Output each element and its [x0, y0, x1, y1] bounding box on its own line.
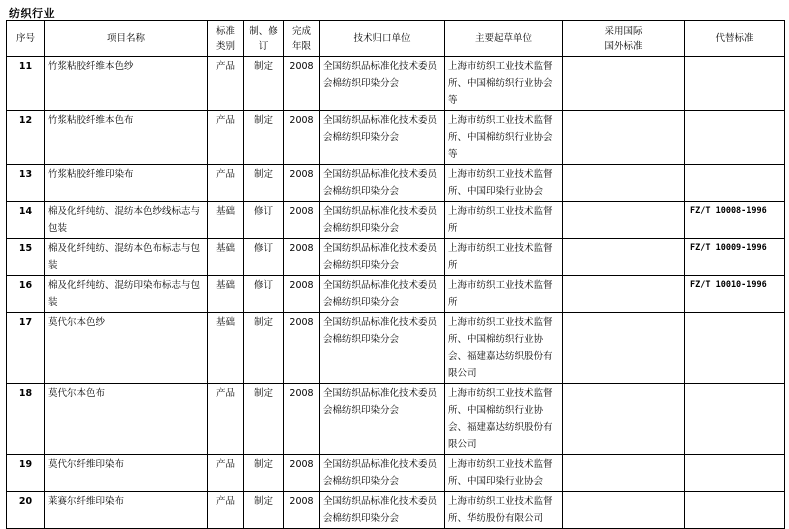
cell-replace: FZ/T 10008-1996	[685, 202, 785, 239]
cell-seq: 15	[7, 239, 45, 276]
cell-year: 2008	[284, 57, 320, 111]
cell-name: 棉及化纤纯纺、混纺本色布标志与包装	[45, 239, 208, 276]
cell-replace: FZ/T 10009-1996	[685, 239, 785, 276]
header-intl: 采用国际 国外标准	[563, 21, 685, 57]
cell-drafter: 上海市纺织工业技术监督所、中国印染行业协会	[445, 455, 563, 492]
table-row	[7, 384, 785, 455]
table-row	[7, 492, 785, 529]
cell-year: 2008	[284, 313, 320, 384]
cell-seq: 11	[7, 57, 45, 111]
cell-name: 棉及化纤纯纺、混纺印染布标志与包装	[45, 276, 208, 313]
cell-seq: 17	[7, 313, 45, 384]
cell-name: 竹浆粘胶纤维本色布	[45, 111, 208, 165]
cell-intl	[563, 57, 685, 111]
cell-type: 修订	[244, 202, 284, 239]
cell-name: 莫代尔纤维印染布	[45, 455, 208, 492]
cell-intl	[563, 313, 685, 384]
cell-replace	[685, 57, 785, 111]
cell-type: 制定	[244, 57, 284, 111]
cell-seq: 16	[7, 276, 45, 313]
cell-intl	[563, 384, 685, 455]
cell-committee: 全国纺织品标准化技术委员会棉纺织印染分会	[320, 276, 445, 313]
cell-committee: 全国纺织品标准化技术委员会棉纺织印染分会	[320, 313, 445, 384]
cell-name: 棉及化纤纯纺、混纺本色纱线标志与包装	[45, 202, 208, 239]
cell-category: 产品	[208, 492, 244, 529]
cell-drafter: 上海市纺织工业技术监督所、中国印染行业协会	[445, 165, 563, 202]
cell-year: 2008	[284, 239, 320, 276]
cell-category: 产品	[208, 455, 244, 492]
table-row	[7, 313, 785, 384]
table-header-row	[7, 21, 785, 57]
table-row	[7, 455, 785, 492]
cell-type: 制定	[244, 455, 284, 492]
cell-year: 2008	[284, 492, 320, 529]
cell-committee: 全国纺织品标准化技术委员会棉纺织印染分会	[320, 165, 445, 202]
cell-category: 产品	[208, 165, 244, 202]
cell-year: 2008	[284, 202, 320, 239]
table-row	[7, 57, 785, 111]
cell-committee: 全国纺织品标准化技术委员会棉纺织印染分会	[320, 455, 445, 492]
header-name: 项目名称	[45, 21, 208, 57]
table-body	[7, 57, 785, 529]
header-drafter: 主要起草单位	[445, 21, 563, 57]
standards-table	[6, 20, 785, 529]
cell-category: 基础	[208, 313, 244, 384]
cell-committee: 全国纺织品标准化技术委员会棉纺织印染分会	[320, 384, 445, 455]
cell-seq: 13	[7, 165, 45, 202]
cell-intl	[563, 202, 685, 239]
cell-category: 产品	[208, 57, 244, 111]
cell-category: 产品	[208, 384, 244, 455]
cell-replace	[685, 313, 785, 384]
cell-type: 修订	[244, 239, 284, 276]
header-year: 完成 年限	[284, 21, 320, 57]
cell-name: 莱赛尔纤维印染布	[45, 492, 208, 529]
table-row	[7, 202, 785, 239]
cell-drafter: 上海市纺织工业技术监督所、华纺股份有限公司	[445, 492, 563, 529]
cell-committee: 全国纺织品标准化技术委员会棉纺织印染分会	[320, 492, 445, 529]
cell-name: 莫代尔本色布	[45, 384, 208, 455]
cell-name: 莫代尔本色纱	[45, 313, 208, 384]
header-seq: 序号	[7, 21, 45, 57]
cell-drafter: 上海市纺织工业技术监督所	[445, 202, 563, 239]
cell-category: 产品	[208, 111, 244, 165]
cell-drafter: 上海市纺织工业技术监督所、中国棉纺织行业协会等	[445, 57, 563, 111]
cell-intl	[563, 455, 685, 492]
cell-drafter: 上海市纺织工业技术监督所、中国棉纺织行业协会、福建嘉达纺织股份有限公司	[445, 384, 563, 455]
cell-year: 2008	[284, 384, 320, 455]
cell-year: 2008	[284, 165, 320, 202]
cell-intl	[563, 165, 685, 202]
cell-category: 基础	[208, 202, 244, 239]
cell-type: 修订	[244, 276, 284, 313]
cell-committee: 全国纺织品标准化技术委员会棉纺织印染分会	[320, 111, 445, 165]
table-row	[7, 165, 785, 202]
cell-year: 2008	[284, 276, 320, 313]
cell-replace: FZ/T 10010-1996	[685, 276, 785, 313]
cell-seq: 14	[7, 202, 45, 239]
cell-intl	[563, 492, 685, 529]
cell-drafter: 上海市纺织工业技术监督所	[445, 239, 563, 276]
header-type: 制、修 订	[244, 21, 284, 57]
cell-drafter: 上海市纺织工业技术监督所、中国棉纺织行业协会、福建嘉达纺织股份有限公司	[445, 313, 563, 384]
cell-type: 制定	[244, 492, 284, 529]
cell-replace	[685, 455, 785, 492]
cell-drafter: 上海市纺织工业技术监督所	[445, 276, 563, 313]
header-committee: 技术归口单位	[320, 21, 445, 57]
cell-seq: 18	[7, 384, 45, 455]
cell-replace	[685, 384, 785, 455]
cell-year: 2008	[284, 455, 320, 492]
cell-intl	[563, 276, 685, 313]
table-row	[7, 239, 785, 276]
cell-name: 竹浆粘胶纤维本色纱	[45, 57, 208, 111]
header-category: 标准 类别	[208, 21, 244, 57]
cell-type: 制定	[244, 165, 284, 202]
cell-intl	[563, 239, 685, 276]
cell-committee: 全国纺织品标准化技术委员会棉纺织印染分会	[320, 57, 445, 111]
table-row	[7, 111, 785, 165]
cell-year: 2008	[284, 111, 320, 165]
cell-category: 基础	[208, 276, 244, 313]
cell-intl	[563, 111, 685, 165]
cell-name: 竹浆粘胶纤维印染布	[45, 165, 208, 202]
section-title: 纺织行业	[9, 7, 55, 20]
cell-committee: 全国纺织品标准化技术委员会棉纺织印染分会	[320, 239, 445, 276]
cell-replace	[685, 492, 785, 529]
table-row	[7, 276, 785, 313]
header-replace: 代替标准	[685, 21, 785, 57]
cell-replace	[685, 111, 785, 165]
cell-drafter: 上海市纺织工业技术监督所、中国棉纺织行业协会等	[445, 111, 563, 165]
cell-seq: 12	[7, 111, 45, 165]
cell-seq: 19	[7, 455, 45, 492]
cell-replace	[685, 165, 785, 202]
cell-type: 制定	[244, 313, 284, 384]
cell-seq: 20	[7, 492, 45, 529]
cell-committee: 全国纺织品标准化技术委员会棉纺织印染分会	[320, 202, 445, 239]
cell-category: 基础	[208, 239, 244, 276]
cell-type: 制定	[244, 111, 284, 165]
cell-type: 制定	[244, 384, 284, 455]
